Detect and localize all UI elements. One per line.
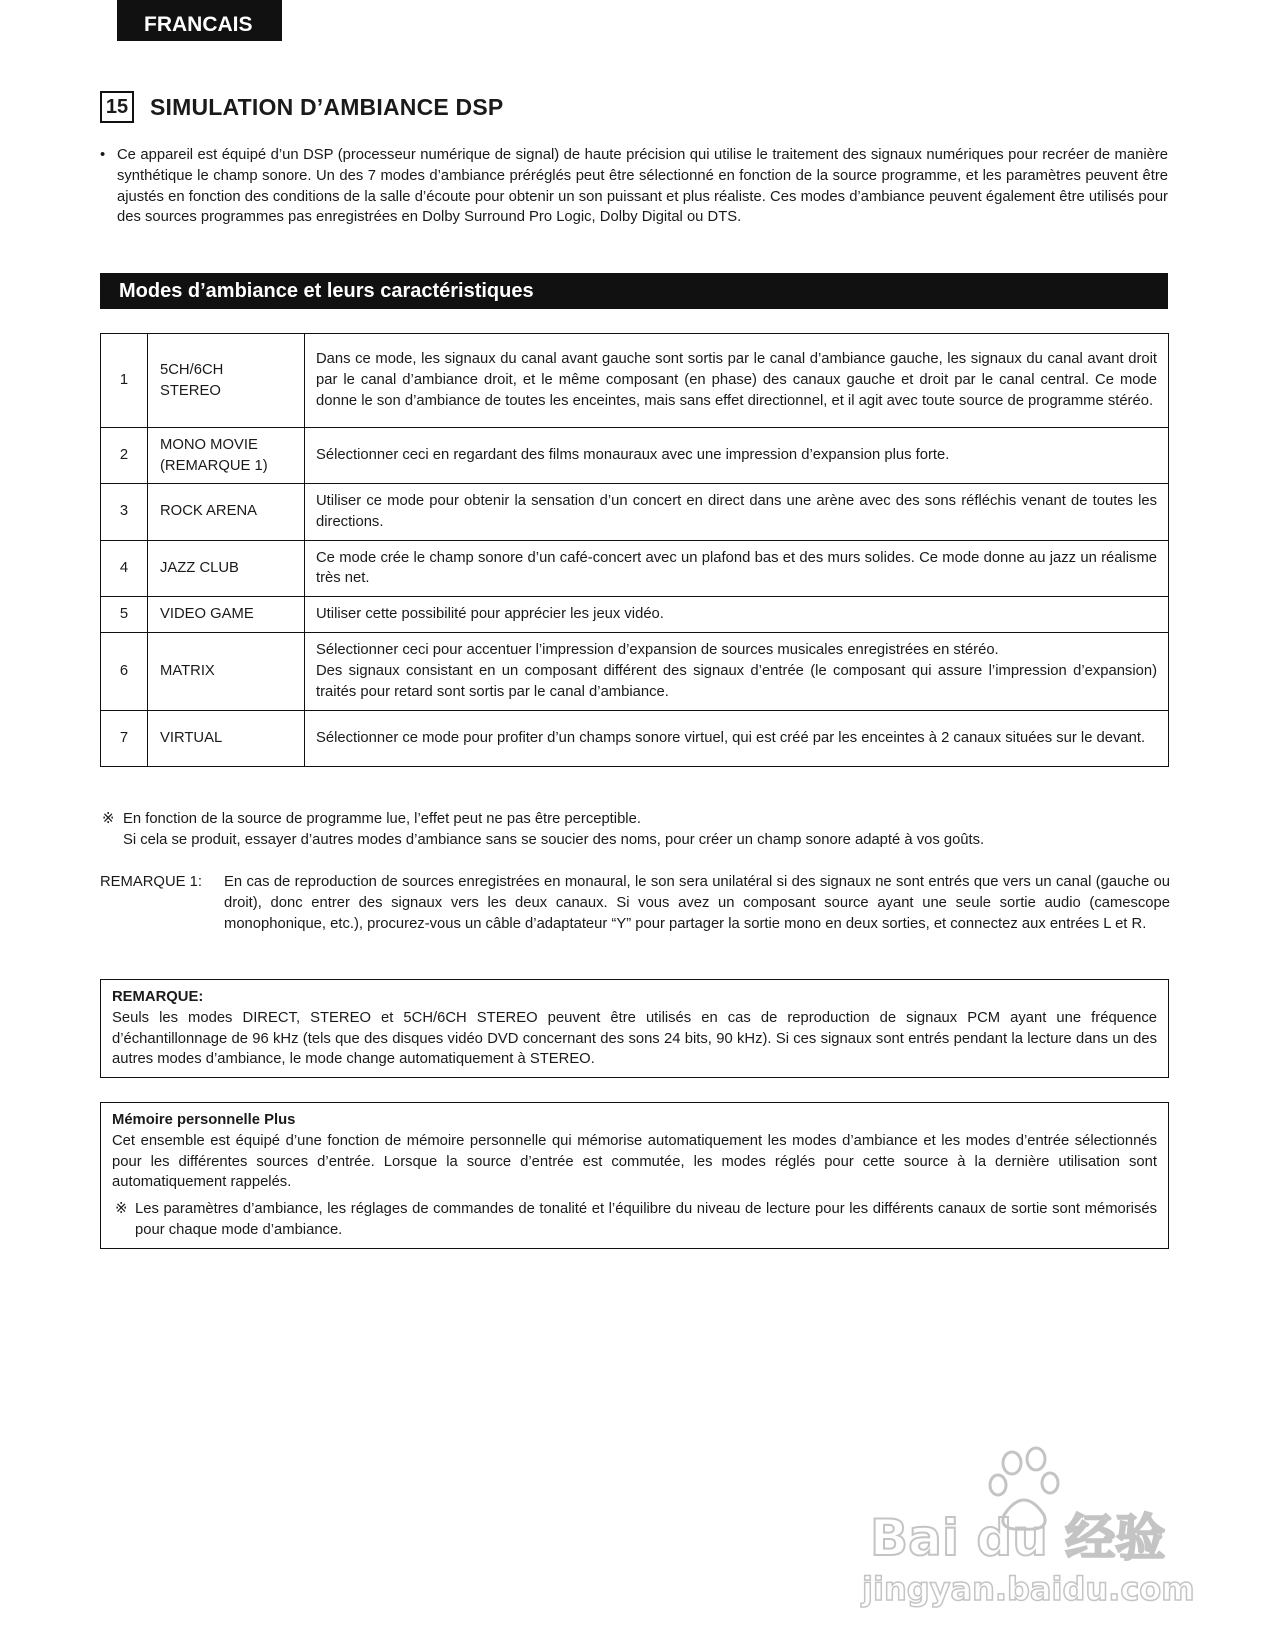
remarque-1-label: REMARQUE 1: bbox=[100, 874, 202, 890]
modes-heading: Modes d’ambiance et leurs caractéristiques bbox=[100, 273, 1168, 309]
mode-number: 2 bbox=[101, 428, 148, 484]
mode-number: 5 bbox=[101, 597, 148, 633]
intro-paragraph bbox=[100, 145, 1168, 228]
note-line-2: Si cela se produit, essayer d’autres modes d’ambiance sans se soucier des noms, pour créer un champ sonore adapté à vos goûts. bbox=[123, 831, 985, 848]
mode-name: MONO MOVIE (REMARQUE 1) bbox=[148, 428, 305, 484]
remarque-box-text: Seuls les modes DIRECT, STEREO et 5CH/6CH STEREO peuvent être utilisés en cas de reproduction de signaux PCM ayant une fréquence d’échantillonnage de 96 kHz (tels que des disques vidéo DVD concernant des sons 24 bits, 90 kHz). Si ces signaux sont entrés pendant la lecture dans un des autres modes d’ambiance, le mode change automatiquement à STEREO. bbox=[112, 1009, 1157, 1068]
memoire-box bbox=[100, 1102, 1169, 1249]
mode-number: 7 bbox=[101, 710, 148, 766]
mode-row bbox=[101, 597, 1169, 633]
mode-row bbox=[101, 540, 1169, 597]
mode-name: VIRTUAL bbox=[148, 710, 305, 766]
mode-row bbox=[101, 334, 1169, 428]
mode-row bbox=[101, 484, 1169, 541]
note-line-1: En fonction de la source de programme lue, l’effet peut ne pas être perceptible. bbox=[123, 811, 641, 827]
language-tab-label: FRANCAIS bbox=[144, 13, 253, 36]
reference-mark-icon: ※ bbox=[115, 1201, 128, 1218]
memoire-note bbox=[112, 1199, 1157, 1241]
section-header bbox=[100, 91, 503, 123]
mode-description: Utiliser ce mode pour obtenir la sensation d’un concert en direct dans une arène avec des sons réfléchis venant de toutes les directions. bbox=[305, 484, 1169, 541]
mode-description: Dans ce mode, les signaux du canal avant gauche sont sortis par le canal d’ambiance gauche, les signaux du canal avant droit par le canal d’ambiance droit, et le même composant (en phase) des canaux gauche et droit par le canal central. Ce mode donne le son d’ambiance de toutes les enceintes, mais sans effet directionnel, et il agit avec toute source de programme stéréo. bbox=[305, 334, 1169, 428]
mode-description: Ce mode crée le champ sonore d’un café-concert avec un plafond bas et des murs solides. Ce mode donne au jazz un réalisme très net. bbox=[305, 540, 1169, 597]
watermark-brand: Bai du 经验 bbox=[870, 1509, 1166, 1567]
section-title: SIMULATION D’AMBIANCE DSP bbox=[150, 93, 504, 120]
mode-name: JAZZ CLUB bbox=[148, 540, 305, 597]
section-number: 15 bbox=[100, 91, 134, 123]
mode-number: 6 bbox=[101, 633, 148, 710]
mode-row bbox=[101, 428, 1169, 484]
mode-name: VIDEO GAME bbox=[148, 597, 305, 633]
mode-description: Sélectionner ceci en regardant des films monauraux avec une impression d’expansion plus forte. bbox=[305, 428, 1169, 484]
remarque-1-text: En cas de reproduction de sources enregistrées en monaural, le son sera unilatéral si des signaux ne sont entrés que vers un canal (gauche ou droit), donc entrer des signaux vers les deux canaux. Si vous avez un composant source ayant une seule sortie audio (camescope monophonique, etc.), procurez-vous un câble d’adaptateur “Y” pour partager la sortie mono en deux sorties, et connectez aux entrées L et R. bbox=[224, 874, 1170, 932]
reference-mark-icon: ※ bbox=[102, 811, 115, 827]
remarque-1 bbox=[100, 872, 1170, 934]
remarque-box bbox=[100, 979, 1169, 1078]
mode-number: 4 bbox=[101, 540, 148, 597]
mode-description: Utiliser cette possibilité pour apprécier les jeux vidéo. bbox=[305, 597, 1169, 633]
mode-name: MATRIX bbox=[148, 633, 305, 710]
baidu-watermark bbox=[862, 1445, 1200, 1608]
mode-number: 1 bbox=[101, 334, 148, 428]
bullet-icon: • bbox=[100, 147, 106, 163]
language-tab bbox=[117, 0, 282, 41]
memoire-note-text: Les paramètres d’ambiance, les réglages de commandes de tonalité et l’équilibre du niveau de lecture pour les différents canaux de sortie sont mémorisés pour chaque mode d’ambiance. bbox=[135, 1201, 1157, 1238]
mode-row bbox=[101, 710, 1169, 766]
mode-description: Sélectionner ceci pour accentuer l’impression d’expansion de sources musicales enregistrées en stéréo. Des signaux consistant en un composant différent des signaux d’entrée (le composant qui assure l’impression d’expansion) traités pour retard sont sortis par le canal d’ambiance. bbox=[305, 633, 1169, 710]
perception-note bbox=[100, 809, 1170, 851]
memoire-box-title: Mémoire personnelle Plus bbox=[112, 1112, 296, 1128]
mode-row bbox=[101, 633, 1169, 710]
remarque-box-title: REMARQUE: bbox=[112, 989, 204, 1005]
mode-description: Sélectionner ce mode pour profiter d’un champs sonore virtuel, qui est créé par les enceintes à 2 canaux situées sur le devant. bbox=[305, 710, 1169, 766]
mode-name: ROCK ARENA bbox=[148, 484, 305, 541]
watermark-url: jingyan.baidu.com bbox=[862, 1570, 1195, 1608]
intro-text: Ce appareil est équipé d’un DSP (processeur numérique de signal) de haute précision qui utilise le traitement des signaux numériques pour recréer de manière synthétique le champ sonore. Un des 7 modes d’ambiance préréglés peut être sélectionné en fonction de la source programme, et les paramètres peuvent être ajustés en fonction des conditions de la salle d’écoute pour obtenir un son puissant et plus réaliste. Ces modes d’ambiance peuvent également être utilisés pour des sources programmes pas enregistrées en Dolby Surround Pro Logic, Dolby Digital ou DTS. bbox=[117, 147, 1168, 226]
mode-name: 5CH/6CH STEREO bbox=[148, 334, 305, 428]
modes-table bbox=[100, 333, 1169, 767]
mode-number: 3 bbox=[101, 484, 148, 541]
memoire-box-text: Cet ensemble est équipé d’une fonction de mémoire personnelle qui mémorise automatiquement les modes d’ambiance et les modes d’entrée sélectionnés pour les différentes sources d’entrée. Lorsque la source d’entrée est commutée, les modes réglés pour cette source à la dernière utilisation sont automatiquement rappelés. bbox=[112, 1132, 1157, 1191]
